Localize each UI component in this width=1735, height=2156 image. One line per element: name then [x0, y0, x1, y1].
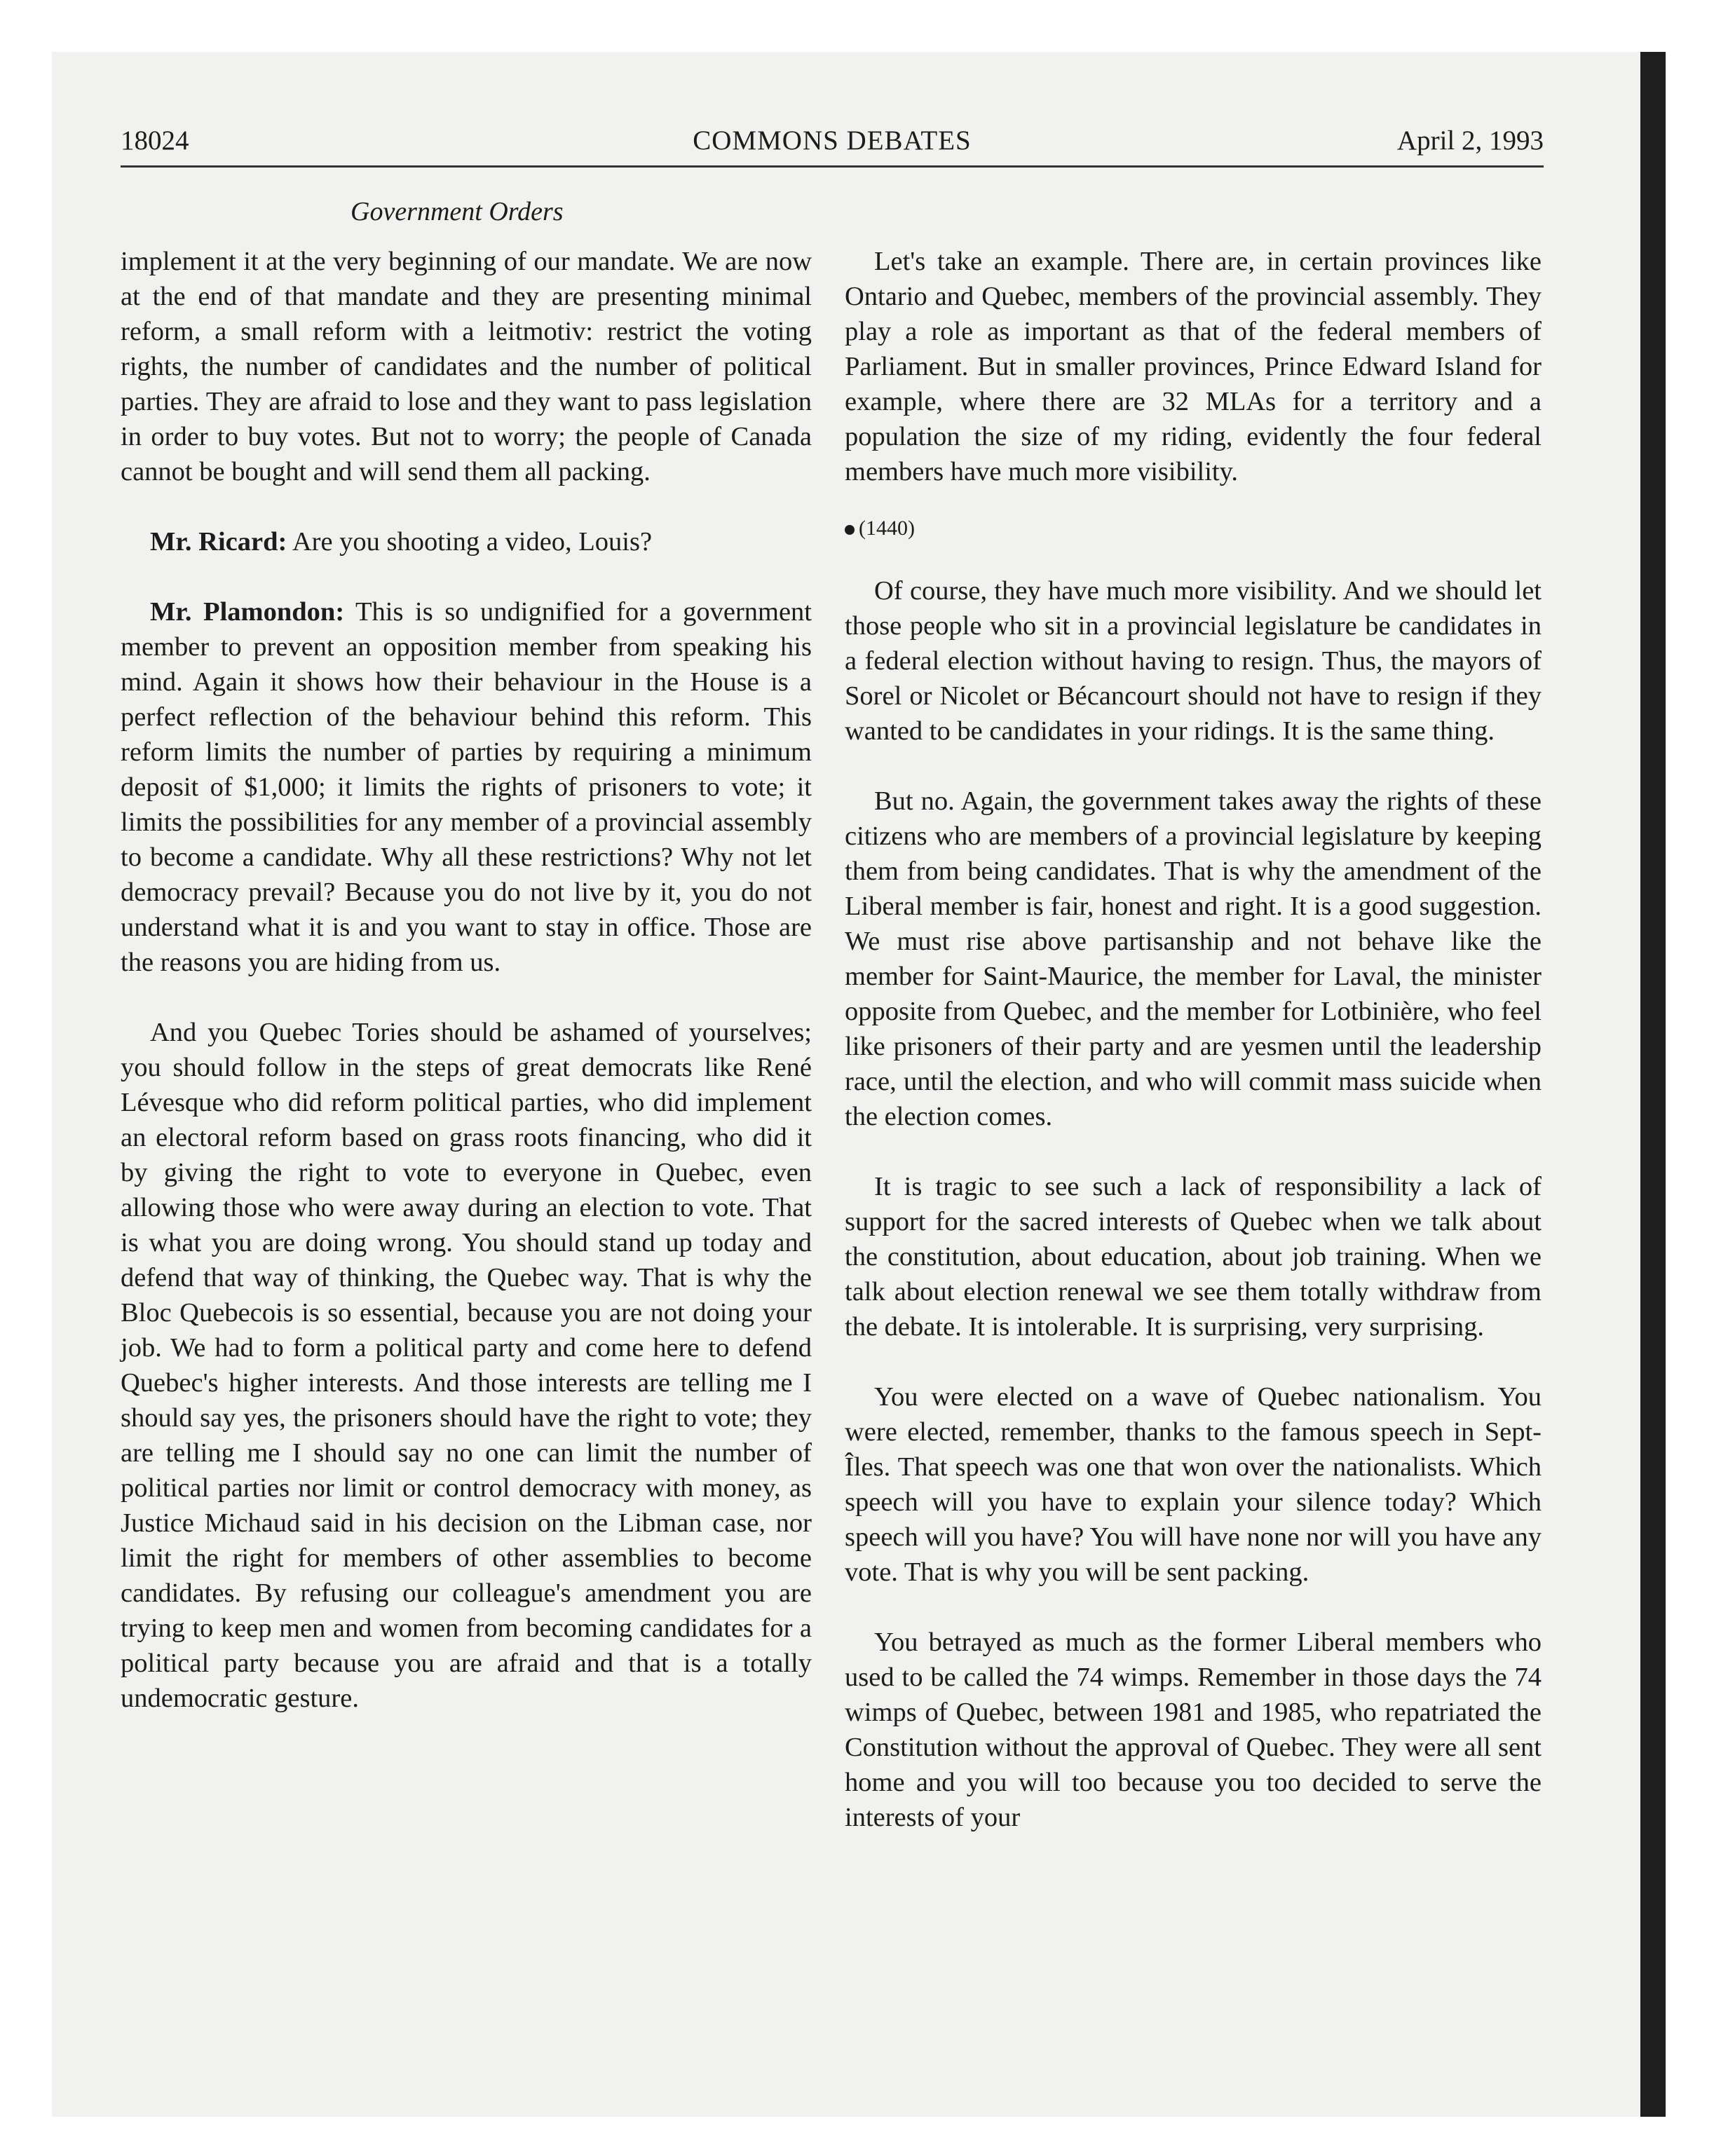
- right-column: [845, 244, 1542, 1835]
- publication-title: COMMONS DEBATES: [693, 125, 972, 156]
- page-header: [121, 122, 1544, 168]
- paragraph: You betrayed as much as the former Liberal members who used to be called the 74 wimps. Remember in those days the 74 wimps of Quebec, between 1981 and 1985, who repatriated the Constitution without the approval of Quebec. They were all sent home and you will too because you too decided to serve the interests of your: [845, 1628, 1542, 1832]
- speech-paragraph: [121, 524, 812, 559]
- paragraph: But no. Again, the government takes away the rights of these citizens who are members of a provincial legislature by keeping them from being candidates. That is why the amendment of the Liberal member is fair, honest and right. It is a good suggestion. We must rise above partisanship and not behave like the member for Saint-Maurice, the member for Laval, the minister opposite from Quebec, and the member for Lotbinière, who feel like prisoners of their party and are yesmen until the leadership race, until the election, and who will commit mass suicide when the election comes.: [845, 786, 1542, 1131]
- paragraph: implement it at the very beginning of our mandate. We are now at the end of that mandate and they are presenting minimal reform, a small reform with a leitmotiv: restrict the voting rights, the number of candidates and the number of political parties. They are afraid to lose and they want to pass legislation in order to buy votes. But not to worry; the people of Canada cannot be bought and will send them all packing.: [121, 247, 812, 486]
- page-number: 18024: [121, 125, 189, 156]
- paragraph: You were elected on a wave of Quebec nationalism. You were elected, remember, thanks to the famous speech in Sept-Îles. That speech was one that won over the nationalists. Which speech will you have to explain your silence today? Which speech will you have? You will have none nor will you have any vote. That is why you will be sent packing.: [845, 1382, 1542, 1587]
- speech-text: This is so undignified for a government member to prevent an opposition member from speaking his mind. Again it shows how their behaviour in the House is a perfect reflection of the behaviour behind this reform. This reform limits the number of parties by requiring a minimum deposit of $1,000; it limits the rights of prisoners to vote; it limits the possibilities for any member of a provincial assembly to become a candidate. Why all these restrictions? Why not let democracy prevail? Because you do not live by it, you do not understand what it is and you want to stay in office. Those are the reasons you are hiding from us.: [121, 597, 812, 977]
- speech-text: Are you shooting a video, Louis?: [292, 527, 653, 557]
- paragraph: Let's take an example. There are, in certain provinces like Ontario and Quebec, members of the provincial assembly. They play a role as important as that of the federal members of Parliament. But in smaller provinces, Prince Edward Island for example, where there are 32 MLAs for a territory and a population the size of my riding, evidently the four federal members have much more visibility.: [845, 247, 1542, 486]
- paragraph: Of course, they have much more visibility. And we should let those people who sit in a provincial legislature be candidates in a federal election without having to resign. Thus, the mayors of Sorel or Nicolet or Bécancourt should not have to resign if they wanted to be candidates in your ridings. It is the same thing.: [845, 576, 1542, 746]
- paragraph: It is tragic to see such a lack of responsibility a lack of support for the sacred interests of Quebec when we talk about the constitution, about education, about job training. When we talk about election renewal we see them totally withdraw from the debate. It is intolerable. It is surprising, very surprising.: [845, 1172, 1542, 1342]
- left-column: [121, 244, 812, 1716]
- page-date: April 2, 1993: [1396, 125, 1544, 156]
- paragraph: And you Quebec Tories should be ashamed of yourselves; you should follow in the steps of great democrats like René Lévesque who did reform political parties, who did implement an electoral reform based on grass roots financing, who did it by giving the right to vote to everyone in Quebec, even allowing those who were away during an election to vote. That is what you are doing wrong. You should stand up today and defend that way of thinking, the Quebec way. That is why the Bloc Quebecois is so essential, because you are not doing your job. We had to form a political party and come here to defend Quebec's higher interests. And those interests are telling me I should say yes, the prisoners should have the right to vote; they are telling me I should say no one can limit the number of political parties nor limit or control democracy with money, as Justice Michaud said in his decision on the Libman case, nor limit the right for members of other assemblies to become candidates. By refusing our colleague's amendment you are trying to keep men and women from becoming candidates for a political party because you are afraid and that is a totally undemocratic gesture.: [121, 1018, 812, 1713]
- time-marker-text: (1440): [859, 517, 915, 540]
- section-label: Government Orders: [351, 197, 564, 226]
- speaker-name: Mr. Plamondon:: [150, 597, 345, 627]
- speaker-name: Mr. Ricard:: [150, 527, 287, 557]
- scan-edge-bar: [1640, 52, 1666, 2117]
- speech-paragraph: [121, 594, 812, 980]
- time-marker: [845, 514, 1542, 543]
- bullet-icon: [845, 525, 855, 535]
